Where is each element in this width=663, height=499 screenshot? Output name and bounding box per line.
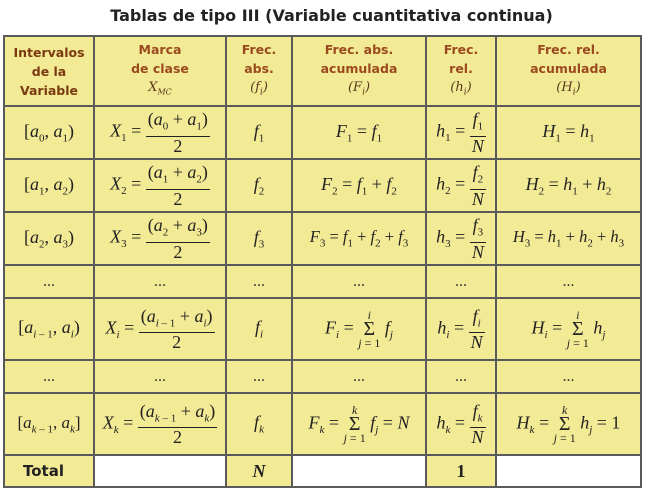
cell-frec-rel-acum: $H_i$ = i Σ j = 1 $h_j$ — [496, 298, 641, 360]
header-marca: Marca de clase $X_{MC}$ — [94, 36, 226, 106]
cell-frec-abs: $f_k$ — [226, 393, 292, 455]
cell-interval: [$a_2$, $a_3$) — [4, 212, 94, 265]
cell-marca: $X_1$ = $\frac{(a_0 + a_1)}{2}$ — [94, 106, 226, 159]
table-row — [4, 159, 641, 212]
table-row — [4, 212, 641, 265]
page-title: Tablas de tipo III (Variable cuantitativa continua) — [110, 6, 553, 25]
cell-marca: $X_3$ = $\frac{(a_2 + a_3)}{2}$ — [94, 212, 226, 265]
cell-frec-rel: $h_1$ = $\frac{f_1}{N}$ — [426, 106, 496, 159]
cell-frec-abs-acum: $F_1 = f_1$ — [292, 106, 426, 159]
cell-frec-rel: $h_2$ = $\frac{f_2}{N}$ — [426, 159, 496, 212]
cell-frec-abs-acum: $F_k$ = k Σ j = 1 $f_j = N$ — [292, 393, 426, 455]
frequency-table — [3, 35, 642, 488]
ellipsis-row: ... ... ... ... ... ... — [4, 265, 641, 298]
cell-marca: $X_2$ = $\frac{(a_1 + a_2)}{2}$ — [94, 159, 226, 212]
cell-frec-rel-acum: $H_2 = h_1 + h_2$ — [496, 159, 641, 212]
cell-frec-rel-acum: $H_3 = h_1 + h_2 + h_3$ — [496, 212, 641, 265]
cell-frec-rel: $h_k$ = $\frac{f_k}{N}$ — [426, 393, 496, 455]
cell-frec-rel: $h_i$ = $\frac{f_i}{N}$ — [426, 298, 496, 360]
cell-frec-abs-acum: $F_i$ = i Σ j = 1 $f_j$ — [292, 298, 426, 360]
cell-interval: [$a_1$, $a_2$) — [4, 159, 94, 212]
cell-interval: [$a_{k - 1}$, $a_k$] — [4, 393, 94, 455]
header-row — [4, 36, 641, 106]
table-row — [4, 298, 641, 360]
table-row — [4, 393, 641, 455]
header-frec-rel-acum: Frec. rel. acumulada $(H_i)$ — [496, 36, 641, 106]
header-frec-abs: Frec. abs. $(f_i)$ — [226, 36, 292, 106]
total-label: Total — [4, 455, 94, 487]
header-intervalos: Intervalos de la Variable — [4, 36, 94, 106]
total-rel: 1 — [426, 455, 496, 487]
cell-interval: [$a_{i - 1}$, $a_i$) — [4, 298, 94, 360]
header-frec-abs-acum: Frec. abs. acumulada $(F_i)$ — [292, 36, 426, 106]
cell-frec-abs: $f_i$ — [226, 298, 292, 360]
cell-frec-abs: $f_3$ — [226, 212, 292, 265]
cell-frec-rel-acum: $H_k$ = k Σ j = 1 $h_j = 1$ — [496, 393, 641, 455]
cell-marca: $X_i$ = $\frac{(a_{i - 1} + a_i)}{2}$ — [94, 298, 226, 360]
total-abs: N — [226, 455, 292, 487]
header-frec-rel: Frec. rel. $(h_i)$ — [426, 36, 496, 106]
cell-marca: $X_k$ = $\frac{(a_{k - 1} + a_k)}{2}$ — [94, 393, 226, 455]
ellipsis-row: ... ... ... ... ... ... — [4, 360, 641, 393]
cell-frec-rel: $h_3$ = $\frac{f_3}{N}$ — [426, 212, 496, 265]
cell-frec-abs-acum: $F_3 = f_1 + f_2 + f_3$ — [292, 212, 426, 265]
cell-frec-abs: $f_1$ — [226, 106, 292, 159]
cell-frec-abs-acum: $F_2 = f_1 + f_2$ — [292, 159, 426, 212]
cell-interval: [$a_0$, $a_1$) — [4, 106, 94, 159]
table-row — [4, 106, 641, 159]
cell-frec-rel-acum: $H_1 = h_1$ — [496, 106, 641, 159]
cell-frec-abs: $f_2$ — [226, 159, 292, 212]
total-row — [4, 455, 641, 487]
